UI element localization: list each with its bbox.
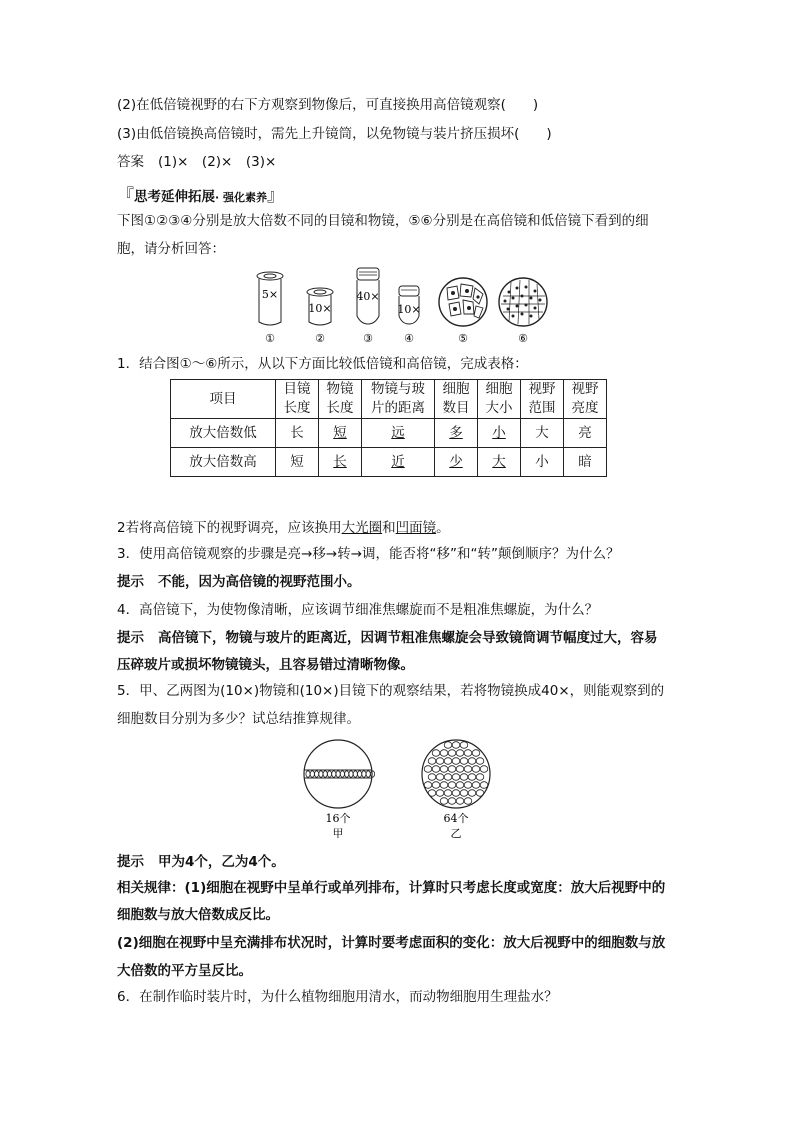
fig-yi-count: 64个 [443, 812, 469, 825]
lens-mark-1: 5× [261, 288, 279, 301]
table-cell: 远 [362, 419, 435, 448]
item-q3: (3)由低倍镜换高倍镜时，需先上升镜筒，以免物镜与装片挤压损坏( ) [117, 126, 552, 142]
hint-label: 提示 [117, 630, 144, 646]
answer-text: (1)× (2)× (3)× [158, 154, 277, 170]
header-text: 目镜 [283, 381, 311, 397]
item-q2: (2)在低倍镜视野的右下方观察到物像后，可直接换用高倍镜观察( ) [117, 97, 539, 113]
field-yi-icon [422, 740, 490, 808]
section-intro-line1: 下图①②③④分别是放大倍数不同的目镜和物镜，⑤⑥分别是在高倍镜和低倍镜下看到的细 [117, 213, 649, 229]
header-text: 视野 [528, 381, 556, 397]
section-subtitle: · 强化素养 [215, 191, 268, 204]
table-cell: 小 [521, 448, 564, 477]
table-header-item: 项目 [171, 380, 276, 419]
hint-label: 提示 [117, 574, 144, 590]
hint-text: 甲为4个，乙为4个。 [158, 854, 285, 870]
table-cell: 亮 [564, 419, 607, 448]
q3-text: 3．使用高倍镜观察的步骤是亮→移→转→调，能否将“移”和“转”颠倒顺序？为什么？ [117, 546, 620, 562]
fig-label-3: ③ [363, 332, 373, 345]
q2-line [117, 519, 450, 537]
table-cell: 短 [319, 419, 362, 448]
q5-hint [117, 853, 285, 871]
table-header-cell [521, 380, 564, 419]
header-text: 细胞 [485, 381, 513, 397]
header-text: 视野 [571, 381, 599, 397]
q4-hint-line2: 压碎玻片或损坏物镜镜头，且容易错过清晰物像。 [117, 657, 414, 673]
q4-text: 4．高倍镜下，为使物像清晰，应该调节细准焦螺旋而不是粗准焦螺旋，为什么？ [117, 602, 599, 618]
bracket-left-icon: 『 [117, 186, 134, 206]
q5-line1: 5．甲、乙两图为(10×)物镜和(10×)目镜下的观察结果，若将物镜换成40×，则能观察到的 [117, 683, 665, 699]
row-label: 放大倍数低 [171, 419, 276, 448]
table-header-cell [362, 380, 435, 419]
header-text: 大小 [485, 400, 513, 416]
table-cell: 暗 [564, 448, 607, 477]
table-cell: 大 [478, 448, 521, 477]
table-cell: 长 [276, 419, 319, 448]
table-cell: 多 [435, 419, 478, 448]
hint-text: 不能，因为高倍镜的视野范围小。 [158, 574, 361, 590]
table-cell: 小 [478, 419, 521, 448]
cells-figure [296, 738, 506, 842]
header-text: 数目 [442, 400, 470, 416]
table-cell: 长 [319, 448, 362, 477]
q2-prefix: 2若将高倍镜下的视野调亮，应该换用 [117, 520, 342, 536]
q5-rule1-line1: 相关规律：(1)细胞在视野中呈单行或单列排布，计算时只考虑长度或宽度：放大后视野中的 [117, 880, 666, 896]
header-text: 范围 [528, 400, 556, 416]
hint-label: 提示 [117, 854, 144, 870]
table-header-cell [276, 380, 319, 419]
section-header [117, 181, 284, 206]
q2-blank-2: 凹面镜 [395, 520, 437, 536]
objective-10x-icon [397, 286, 420, 324]
q3-hint [117, 573, 361, 591]
eyepiece-5x-icon [257, 272, 283, 325]
header-text: 片的距离 [371, 400, 425, 416]
section-title: 思考延伸拓展 [134, 189, 215, 205]
fig-label-5: ⑤ [458, 332, 468, 345]
objective-40x-icon [356, 268, 379, 324]
lens-mark-4: 10× [397, 303, 421, 316]
field-high-power-icon [439, 278, 487, 326]
answer-line [117, 153, 276, 171]
fig-label-6: ⑥ [518, 332, 528, 345]
header-text: 物镜与玻 [371, 381, 425, 397]
table-cell: 大 [521, 419, 564, 448]
header-text: 物镜 [326, 381, 354, 397]
fig-yi-name: 乙 [450, 827, 462, 840]
table-header-cell [564, 380, 607, 419]
header-text: 细胞 [442, 381, 470, 397]
q4-hint-line1 [117, 629, 658, 647]
header-text: 亮度 [571, 400, 599, 416]
q2-mid: 和 [382, 520, 396, 536]
q6-text: 6．在制作临时装片时，为什么植物细胞用清水，而动物细胞用生理盐水？ [117, 989, 558, 1005]
header-text: 长度 [326, 400, 354, 416]
section-intro-line2: 胞，请分析回答： [117, 241, 225, 257]
bracket-right-icon: 』 [267, 186, 285, 206]
table-header-cell [478, 380, 521, 419]
q1-text: 1．结合图①～⑥所示，从以下方面比较低倍镜和高倍镜，完成表格： [117, 356, 528, 372]
fig-label-1: ① [265, 332, 275, 345]
q2-suffix: 。 [436, 520, 450, 536]
table-header-cell [435, 380, 478, 419]
fig-label-4: ④ [404, 332, 414, 345]
table-header-row [171, 380, 607, 419]
q2-blank-1: 大光圈 [341, 520, 383, 536]
q5-line2: 细胞数目分别为多少？试总结推算规律。 [117, 711, 360, 727]
fig-jia-name: 甲 [332, 827, 344, 840]
header-text: 长度 [283, 400, 311, 416]
table-cell: 少 [435, 448, 478, 477]
table-header-cell [319, 380, 362, 419]
table-cell: 短 [276, 448, 319, 477]
hint-text: 高倍镜下，物镜与玻片的距离近，因调节粗准焦螺旋会导致镜筒调节幅度过大，容易 [158, 630, 658, 646]
table-row [171, 448, 607, 477]
lens-mark-2: 10× [308, 302, 332, 315]
answer-label: 答案 [117, 154, 144, 170]
lens-figure [245, 264, 555, 346]
table-row [171, 419, 607, 448]
q5-rule2-line1: (2)细胞在视野中呈充满排布状况时，计算时要考虑面积的变化：放大后视野中的细胞数与放 [117, 935, 666, 951]
field-jia-icon [304, 740, 375, 808]
fig-jia-count: 16个 [325, 812, 351, 825]
q5-rule2-line2: 大倍数的平方呈反比。 [117, 963, 252, 979]
table-cell: 近 [362, 448, 435, 477]
comparison-table [170, 379, 607, 477]
field-low-power-icon [499, 278, 547, 326]
row-label: 放大倍数高 [171, 448, 276, 477]
q5-rule1-line2: 细胞数与放大倍数成反比。 [117, 907, 279, 923]
lens-mark-3: 40× [356, 290, 380, 303]
fig-label-2: ② [315, 332, 325, 345]
eyepiece-10x-icon [307, 288, 333, 325]
